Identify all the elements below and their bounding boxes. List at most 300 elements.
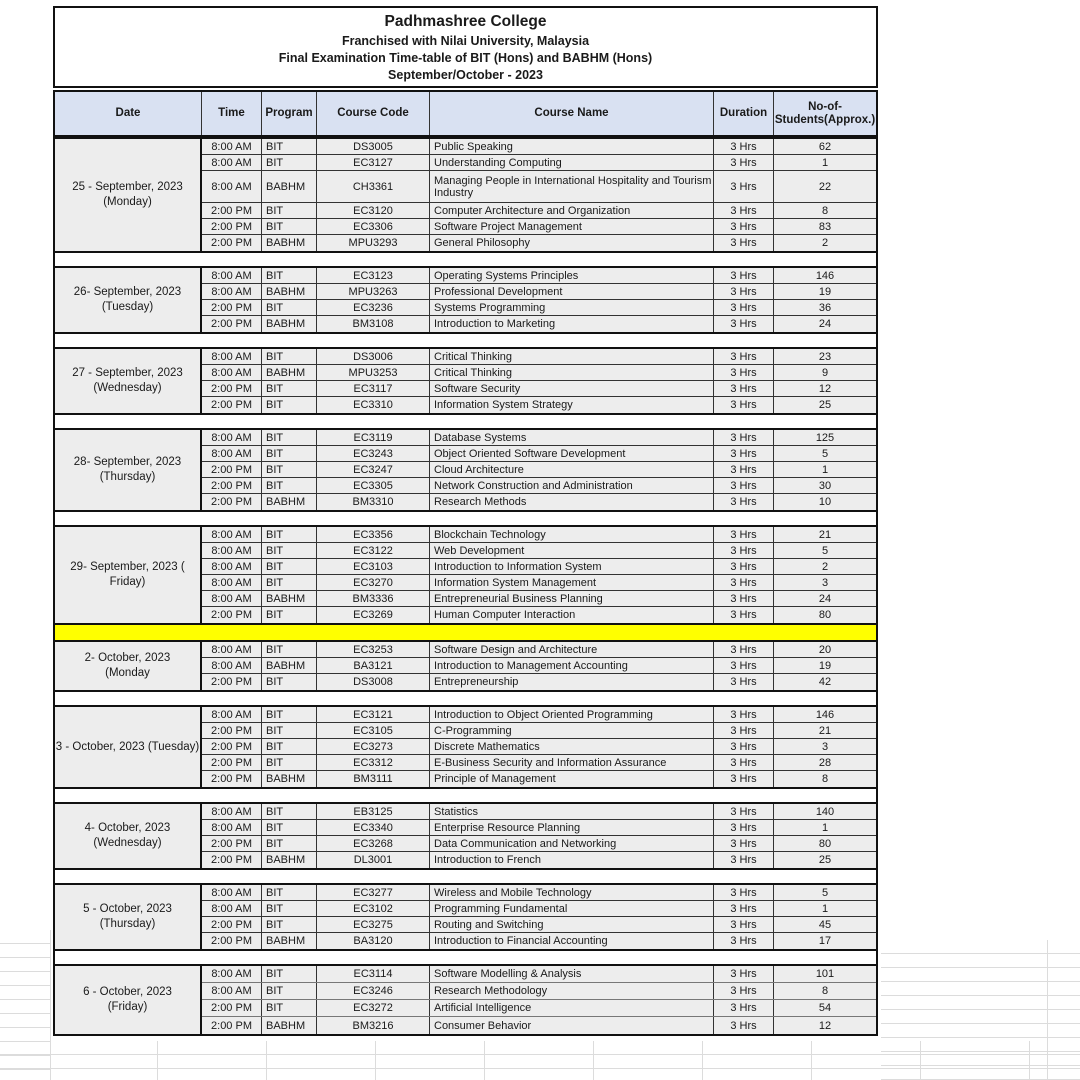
course-code-cell: EC3117: [317, 381, 430, 396]
date-cell: [55, 707, 202, 787]
course-code-cell: EC3114: [317, 966, 430, 982]
course-name-cell: Introduction to Management Accounting: [430, 658, 714, 673]
course-code-cell: EC3253: [317, 642, 430, 657]
duration-cell: 3 Hrs: [714, 397, 774, 413]
time-cell: 8:00 AM: [202, 820, 262, 835]
date-cell: [55, 268, 202, 332]
duration-cell: 3 Hrs: [714, 300, 774, 315]
time-cell: 2:00 PM: [202, 674, 262, 690]
exam-row: [202, 155, 876, 171]
program-cell: BIT: [262, 917, 317, 932]
students-count-cell: 3: [821, 576, 829, 589]
students-count-cell: 146: [815, 269, 835, 282]
date-cell: [55, 885, 202, 949]
exam-rows: [202, 966, 876, 1034]
spreadsheet-gridlines-bottom: [0, 1041, 1080, 1080]
students-count-cell: 20: [818, 643, 832, 656]
course-name-cell: Entrepreneurship: [430, 674, 714, 690]
program-cell: BIT: [262, 478, 317, 493]
exam-timetable-sheet: [53, 6, 878, 1036]
time-cell: 2:00 PM: [202, 397, 262, 413]
exam-row: [202, 430, 876, 446]
students-count-cell: 30: [818, 479, 832, 492]
exam-row: [202, 559, 876, 575]
date-line: (Wednesday): [93, 837, 162, 849]
program-cell: BIT: [262, 723, 317, 738]
course-name-cell: Programming Fundamental: [430, 901, 714, 916]
exam-row: [202, 494, 876, 510]
course-code-cell: EC3127: [317, 155, 430, 170]
duration-cell: 3 Hrs: [714, 381, 774, 396]
program-cell: BABHM: [262, 852, 317, 868]
program-cell: BIT: [262, 820, 317, 835]
duration-cell: 3 Hrs: [714, 933, 774, 949]
title-block: [53, 6, 878, 88]
program-cell: BIT: [262, 139, 317, 154]
course-name-cell: Professional Development: [430, 284, 714, 299]
program-cell: BABHM: [262, 365, 317, 380]
program-cell: BIT: [262, 349, 317, 364]
duration-cell: 3 Hrs: [714, 1000, 774, 1016]
program-cell: BIT: [262, 1000, 317, 1016]
students-count-cell: 12: [818, 1019, 832, 1032]
duration-cell: 3 Hrs: [714, 771, 774, 787]
exam-row: [202, 235, 876, 251]
course-code-cell: DS3008: [317, 674, 430, 690]
duration-cell: 3 Hrs: [714, 917, 774, 932]
students-count-cell: 22: [818, 180, 832, 193]
course-name-cell: Consumer Behavior: [430, 1017, 714, 1034]
program-cell: BIT: [262, 836, 317, 851]
exam-row: [202, 983, 876, 1000]
program-cell: BIT: [262, 268, 317, 283]
time-cell: 8:00 AM: [202, 707, 262, 722]
students-count-cell: 1: [821, 156, 829, 169]
course-name-cell: Operating Systems Principles: [430, 268, 714, 283]
block-separator: [53, 253, 878, 266]
exam-rows: [202, 804, 876, 868]
program-cell: BIT: [262, 381, 317, 396]
duration-cell: 3 Hrs: [714, 478, 774, 493]
program-cell: BIT: [262, 575, 317, 590]
duration-cell: 3 Hrs: [714, 575, 774, 590]
day-block: [53, 883, 878, 951]
course-name-cell: Information System Strategy: [430, 397, 714, 413]
block-separator: [53, 415, 878, 428]
program-cell: BIT: [262, 155, 317, 170]
course-name-cell: Principle of Management: [430, 771, 714, 787]
course-code-cell: BM3336: [317, 591, 430, 606]
date-cell: [55, 966, 202, 1034]
exam-row: [202, 901, 876, 917]
course-code-cell: EC3272: [317, 1000, 430, 1016]
date-line: 25 - September, 2023: [72, 181, 183, 193]
day-block: [53, 705, 878, 789]
exam-row: [202, 219, 876, 235]
students-count-cell: 5: [821, 886, 829, 899]
time-cell: 8:00 AM: [202, 642, 262, 657]
duration-cell: 3 Hrs: [714, 235, 774, 251]
time-cell: 2:00 PM: [202, 1017, 262, 1034]
exam-row: [202, 268, 876, 284]
course-name-cell: Object Oriented Software Development: [430, 446, 714, 461]
duration-cell: 3 Hrs: [714, 268, 774, 283]
duration-cell: 3 Hrs: [714, 171, 774, 202]
exam-row: [202, 755, 876, 771]
time-cell: 8:00 AM: [202, 365, 262, 380]
franchise-line: Franchised with Nilai University, Malaysia: [341, 33, 590, 48]
course-code-cell: EC3306: [317, 219, 430, 234]
header-course-name: Course Name: [430, 92, 714, 135]
program-cell: BIT: [262, 739, 317, 754]
program-cell: BABHM: [262, 316, 317, 332]
time-cell: 8:00 AM: [202, 543, 262, 558]
date-line: 4- October, 2023: [84, 822, 171, 834]
course-name-cell: Critical Thinking: [430, 365, 714, 380]
date-line: (Monday: [105, 667, 150, 679]
program-cell: BIT: [262, 642, 317, 657]
program-cell: BIT: [262, 755, 317, 770]
program-cell: BIT: [262, 983, 317, 999]
program-cell: BABHM: [262, 1017, 317, 1034]
time-cell: 8:00 AM: [202, 966, 262, 982]
time-cell: 2:00 PM: [202, 462, 262, 477]
students-count-cell: 21: [818, 724, 832, 737]
students-count-cell: 25: [818, 854, 832, 866]
duration-cell: 3 Hrs: [714, 607, 774, 623]
duration-cell: 3 Hrs: [714, 804, 774, 819]
time-cell: 2:00 PM: [202, 755, 262, 770]
time-cell: 2:00 PM: [202, 739, 262, 754]
exam-row: [202, 462, 876, 478]
course-code-cell: EC3310: [317, 397, 430, 413]
exam-row: [202, 203, 876, 219]
course-code-cell: EC3102: [317, 901, 430, 916]
date-cell: [55, 139, 202, 251]
course-code-cell: BM3216: [317, 1017, 430, 1034]
students-count-cell: 80: [818, 837, 832, 850]
course-code-cell: EC3121: [317, 707, 430, 722]
course-name-cell: Introduction to Marketing: [430, 316, 714, 332]
course-code-cell: BA3121: [317, 658, 430, 673]
time-cell: 8:00 AM: [202, 527, 262, 542]
duration-cell: 3 Hrs: [714, 966, 774, 982]
exam-rows: [202, 268, 876, 332]
time-cell: 8:00 AM: [202, 268, 262, 283]
highlight-separator: [53, 625, 878, 640]
exam-row: [202, 739, 876, 755]
duration-cell: 3 Hrs: [714, 446, 774, 461]
course-name-cell: C-Programming: [430, 723, 714, 738]
program-cell: BABHM: [262, 171, 317, 202]
students-count-cell: 146: [815, 708, 835, 721]
duration-cell: 3 Hrs: [714, 739, 774, 754]
date-line: 6 - October, 2023: [83, 986, 172, 998]
date-cell: [55, 349, 202, 413]
course-name-cell: Software Project Management: [430, 219, 714, 234]
program-cell: BABHM: [262, 235, 317, 251]
duration-cell: 3 Hrs: [714, 836, 774, 851]
course-code-cell: MPU3253: [317, 365, 430, 380]
program-cell: BIT: [262, 446, 317, 461]
time-cell: 2:00 PM: [202, 723, 262, 738]
time-cell: 8:00 AM: [202, 983, 262, 999]
exam-row: [202, 575, 876, 591]
course-code-cell: EC3340: [317, 820, 430, 835]
program-cell: BIT: [262, 527, 317, 542]
date-line: (Thursday): [99, 471, 156, 483]
students-count-cell: 12: [818, 382, 832, 395]
students-count-cell: 5: [821, 544, 829, 557]
students-count-cell: 83: [818, 220, 832, 233]
course-code-cell: EC3123: [317, 268, 430, 283]
duration-cell: 3 Hrs: [714, 349, 774, 364]
exam-row: [202, 933, 876, 949]
exam-row: [202, 543, 876, 559]
program-cell: BIT: [262, 543, 317, 558]
students-count-cell: 1: [821, 902, 829, 915]
program-cell: BIT: [262, 674, 317, 690]
program-cell: BABHM: [262, 494, 317, 510]
students-count-cell: 54: [818, 1002, 832, 1014]
course-name-cell: Research Methods: [430, 494, 714, 510]
exam-row: [202, 381, 876, 397]
exam-row: [202, 966, 876, 983]
exam-row: [202, 527, 876, 543]
table-header-row: [53, 90, 878, 137]
header-program: Program: [262, 92, 317, 135]
students-count-cell: 8: [821, 985, 829, 997]
duration-cell: 3 Hrs: [714, 365, 774, 380]
block-separator: [53, 951, 878, 964]
day-blocks-container: [53, 137, 878, 1036]
students-count-cell: 19: [818, 659, 832, 672]
duration-cell: 3 Hrs: [714, 543, 774, 558]
day-block: [53, 964, 878, 1036]
course-name-cell: Systems Programming: [430, 300, 714, 315]
course-code-cell: EC3356: [317, 527, 430, 542]
duration-cell: 3 Hrs: [714, 591, 774, 606]
program-cell: BABHM: [262, 284, 317, 299]
exam-title-line: Final Examination Time-table of BIT (Hons) and BABHM (Hons): [278, 50, 653, 65]
day-block: [53, 802, 878, 870]
course-name-cell: Cloud Architecture: [430, 462, 714, 477]
duration-cell: 3 Hrs: [714, 155, 774, 170]
exam-rows: [202, 430, 876, 510]
students-count-cell: 21: [818, 528, 832, 541]
course-name-cell: Critical Thinking: [430, 349, 714, 364]
exam-row: [202, 1000, 876, 1017]
date-line: 29- September, 2023 (: [70, 561, 185, 573]
program-cell: BABHM: [262, 591, 317, 606]
block-separator: [53, 692, 878, 705]
exam-row: [202, 804, 876, 820]
time-cell: 2:00 PM: [202, 203, 262, 218]
time-cell: 8:00 AM: [202, 804, 262, 819]
duration-cell: 3 Hrs: [714, 527, 774, 542]
course-code-cell: EC3119: [317, 430, 430, 445]
date-line: 28- September, 2023: [73, 456, 182, 468]
exam-row: [202, 139, 876, 155]
time-cell: 2:00 PM: [202, 316, 262, 332]
time-cell: 8:00 AM: [202, 155, 262, 170]
date-line: 2- October, 2023: [84, 652, 171, 664]
exam-rows: [202, 139, 876, 251]
date-cell: [55, 642, 202, 690]
program-cell: BABHM: [262, 771, 317, 787]
course-name-cell: E-Business Security and Information Assurance: [430, 755, 714, 770]
course-name-cell: Public Speaking: [430, 139, 714, 154]
block-separator: [53, 334, 878, 347]
course-code-cell: EC3269: [317, 607, 430, 623]
college-name: Padhmashree College: [384, 12, 547, 30]
course-name-cell: Routing and Switching: [430, 917, 714, 932]
students-count-cell: 2: [821, 560, 829, 573]
exam-rows: [202, 349, 876, 413]
header-date: Date: [55, 92, 202, 135]
time-cell: 8:00 AM: [202, 575, 262, 590]
course-code-cell: BM3108: [317, 316, 430, 332]
students-count-cell: 19: [818, 285, 832, 298]
exam-row: [202, 820, 876, 836]
time-cell: 2:00 PM: [202, 607, 262, 623]
exam-row: [202, 300, 876, 316]
duration-cell: 3 Hrs: [714, 885, 774, 900]
date-line: (Tuesday): [101, 301, 154, 313]
course-code-cell: EC3312: [317, 755, 430, 770]
course-code-cell: EC3120: [317, 203, 430, 218]
exam-period-line: September/October - 2023: [388, 67, 543, 82]
course-code-cell: EC3243: [317, 446, 430, 461]
program-cell: BIT: [262, 559, 317, 574]
time-cell: 8:00 AM: [202, 284, 262, 299]
exam-row: [202, 642, 876, 658]
time-cell: 2:00 PM: [202, 852, 262, 868]
time-cell: 8:00 AM: [202, 430, 262, 445]
exam-row: [202, 397, 876, 413]
course-code-cell: EC3247: [317, 462, 430, 477]
course-name-cell: Statistics: [430, 804, 714, 819]
exam-row: [202, 349, 876, 365]
day-block: [53, 347, 878, 415]
time-cell: 2:00 PM: [202, 933, 262, 949]
program-cell: BABHM: [262, 658, 317, 673]
students-count-cell: 5: [821, 447, 829, 460]
course-name-cell: Managing People in International Hospitality and Tourism Industry: [430, 171, 714, 202]
program-cell: BIT: [262, 397, 317, 413]
course-name-cell: Computer Architecture and Organization: [430, 203, 714, 218]
course-code-cell: EB3125: [317, 804, 430, 819]
day-block: [53, 137, 878, 253]
time-cell: 8:00 AM: [202, 349, 262, 364]
exam-row: [202, 885, 876, 901]
course-name-cell: Research Methodology: [430, 983, 714, 999]
time-cell: 2:00 PM: [202, 494, 262, 510]
time-cell: 2:00 PM: [202, 235, 262, 251]
date-line: 26- September, 2023: [73, 286, 182, 298]
students-count-cell: 8: [821, 204, 829, 217]
time-cell: 2:00 PM: [202, 219, 262, 234]
program-cell: BIT: [262, 430, 317, 445]
header-time: Time: [202, 92, 262, 135]
students-count-cell: 17: [818, 935, 832, 947]
date-line: (Thursday): [99, 918, 156, 930]
duration-cell: 3 Hrs: [714, 674, 774, 690]
course-code-cell: EC3277: [317, 885, 430, 900]
duration-cell: 3 Hrs: [714, 430, 774, 445]
course-code-cell: DS3005: [317, 139, 430, 154]
day-block: [53, 525, 878, 625]
course-name-cell: General Philosophy: [430, 235, 714, 251]
course-code-cell: BM3310: [317, 494, 430, 510]
day-block: [53, 266, 878, 334]
time-cell: 2:00 PM: [202, 478, 262, 493]
course-name-cell: Blockchain Technology: [430, 527, 714, 542]
duration-cell: 3 Hrs: [714, 852, 774, 868]
students-count-cell: 80: [818, 609, 832, 621]
students-count-cell: 3: [821, 740, 829, 753]
course-code-cell: EC3236: [317, 300, 430, 315]
block-separator: [53, 789, 878, 802]
program-cell: BIT: [262, 707, 317, 722]
students-count-cell: 1: [821, 463, 829, 476]
course-name-cell: Enterprise Resource Planning: [430, 820, 714, 835]
duration-cell: 3 Hrs: [714, 983, 774, 999]
duration-cell: 3 Hrs: [714, 219, 774, 234]
course-name-cell: Entrepreneurial Business Planning: [430, 591, 714, 606]
course-code-cell: DL3001: [317, 852, 430, 868]
header-students: [774, 92, 876, 135]
course-code-cell: EC3105: [317, 723, 430, 738]
course-code-cell: BM3111: [317, 771, 430, 787]
course-code-cell: BA3120: [317, 933, 430, 949]
course-code-cell: EC3122: [317, 543, 430, 558]
time-cell: 8:00 AM: [202, 559, 262, 574]
exam-row: [202, 316, 876, 332]
students-count-cell: 25: [818, 399, 832, 411]
exam-row: [202, 591, 876, 607]
exam-row: [202, 446, 876, 462]
exam-row: [202, 836, 876, 852]
duration-cell: 3 Hrs: [714, 462, 774, 477]
block-separator: [53, 512, 878, 525]
course-code-cell: DS3006: [317, 349, 430, 364]
exam-row: [202, 771, 876, 787]
course-name-cell: Software Security: [430, 381, 714, 396]
date-line: 5 - October, 2023: [83, 903, 172, 915]
time-cell: 2:00 PM: [202, 771, 262, 787]
exam-row: [202, 707, 876, 723]
course-name-cell: Software Modelling & Analysis: [430, 966, 714, 982]
exam-row: [202, 723, 876, 739]
header-duration: Duration: [714, 92, 774, 135]
course-name-cell: Data Communication and Networking: [430, 836, 714, 851]
course-code-cell: EC3273: [317, 739, 430, 754]
exam-rows: [202, 527, 876, 623]
date-cell: [55, 430, 202, 510]
time-cell: 2:00 PM: [202, 917, 262, 932]
time-cell: 8:00 AM: [202, 885, 262, 900]
duration-cell: 3 Hrs: [714, 284, 774, 299]
program-cell: BIT: [262, 804, 317, 819]
course-name-cell: Software Design and Architecture: [430, 642, 714, 657]
time-cell: 8:00 AM: [202, 901, 262, 916]
duration-cell: 3 Hrs: [714, 1017, 774, 1034]
exam-row: [202, 1017, 876, 1034]
exam-row: [202, 478, 876, 494]
duration-cell: 3 Hrs: [714, 642, 774, 657]
program-cell: BIT: [262, 300, 317, 315]
